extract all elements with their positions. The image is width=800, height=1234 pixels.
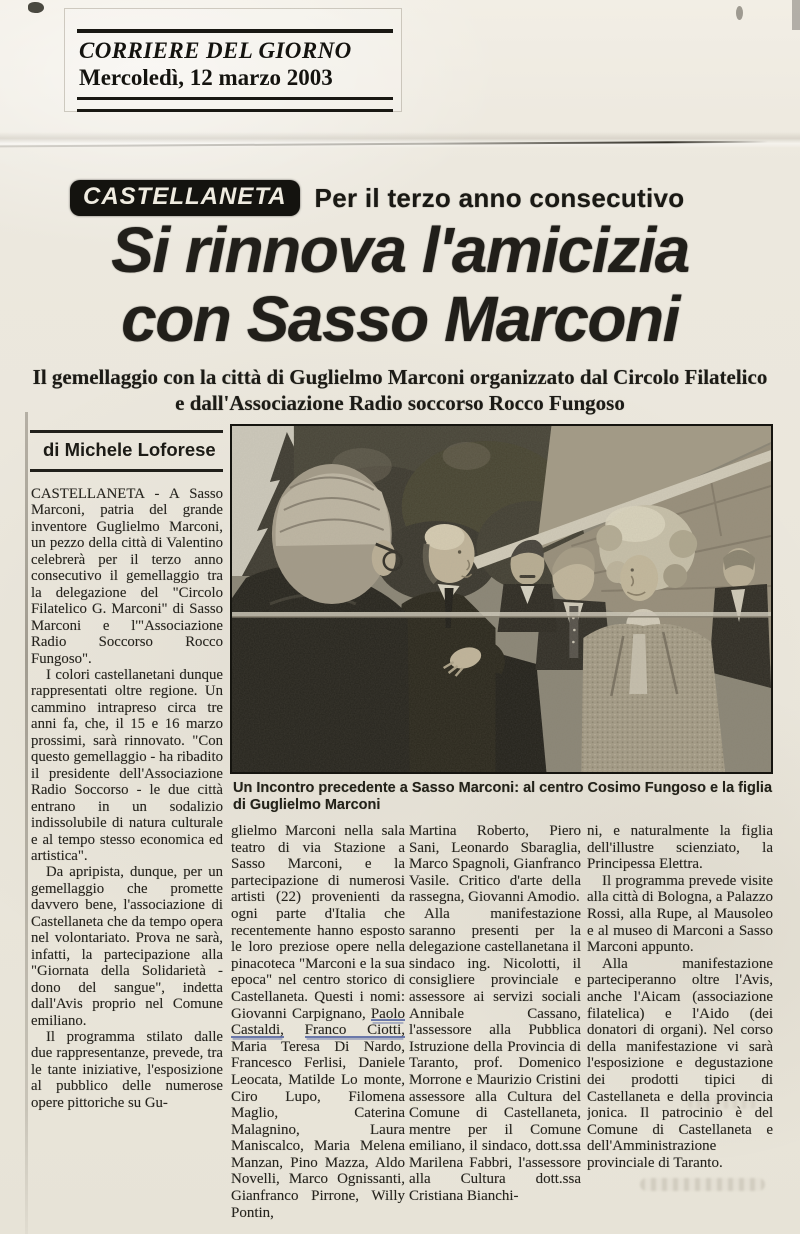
article-column-4 xyxy=(587,823,773,1234)
pen-underline-mark: Paolo Castaldi, xyxy=(231,1005,405,1039)
fold-crease xyxy=(0,132,800,148)
article-paragraph xyxy=(31,486,223,667)
clipping-edge-shadow xyxy=(25,412,28,1234)
article-paragraph xyxy=(587,823,773,873)
text-segment: Da apripista, dunque, per un gemellaggio che promette davvero bene, l'associazione di Castellaneta che da tempo opera nel volontariato. Prova ne sarà, infatti, la partecipazione alla "Giornata della Solidarietà - dono del sangue", indetta dall'Avis proprio nel Comune emiliano. xyxy=(31,864,223,1029)
text-segment: Martina Roberto, Piero Sani, Leonardo Sbaraglia, Marco Spagnoli, Gianfranco Vasile. Critico d'arte della rassegna, Giovanni Amodio. xyxy=(409,823,581,906)
text-segment: Maria Teresa Di Nardo, Francesco Ferlisi, Daniele Leocata, Matilde Lo monte, Ciro Lupo, Filomena Maglio, Caterina Malagnino, Laura Maniscalco, Maria Melena Manzan, Pino Mazza, Aldo Novelli, Marco Ognissanti, Gianfranco Pirrone, Willy Pontin, xyxy=(231,1038,405,1221)
article-paragraph xyxy=(231,823,405,1221)
text-segment: Il programma prevede visite alla città di Bologna, a Palazzo Rossi, alla Rupe, al Mausoleo e al museo di Marconi a Sasso Marconi appunto. xyxy=(587,872,773,956)
kicker-badge: CASTELLANETA xyxy=(70,180,300,216)
byline xyxy=(30,430,223,472)
article-paragraph xyxy=(409,906,581,1205)
article-column-3 xyxy=(409,823,581,1234)
text-segment: Alla manifestazione parteciperanno oltre l'Avis, anche l'Aicam (associazione filatelica) e l'Aido (dei donatori di organi). Nel corso della manifestazione vi sarà l'esposizione e degustazione dei prodotti tipici di Castellaneta e della provincia jonica. Il patrocinio è del Comune di Castellaneta e dell'Amministrazione provinciale di Taranto. xyxy=(587,955,773,1171)
ink-speck xyxy=(28,2,44,13)
text-segment: Alla manifestazione saranno presenti per la delegazione castellanetana il sindaco ing. Nicolotti, il consigliere provinciale e assessore ai servizi sociali Annibale Cassano, l'assessore alla Pubblica Istruzione della Provincia di Taranto, prof. Domenico Morrone e Maurizio Cristini assessore alla Cultura del Comune di Castellaneta, mentre per il Comune emiliano, il sindaco, dott.ssa Marilena Fabbri, l'assessore alla Cultura dott.ssa Cristiana Bianchi- xyxy=(409,905,581,1205)
ink-speck xyxy=(792,0,800,30)
pen-underline-mark: Franco Ciotti, xyxy=(304,1022,405,1039)
article-photo xyxy=(230,424,773,774)
masthead xyxy=(64,8,402,112)
text-segment: ni, e naturalmente la figlia dell'illustre scienziato, la Principessa Elettra. xyxy=(587,823,773,873)
subhead: Il gemellaggio con la città di Guglielmo Marconi organizzato dal Circolo Filatelico e dall'Associazione Radio soccorso Rocco Fungoso xyxy=(32,365,768,415)
kicker xyxy=(70,180,684,216)
article-column-1 xyxy=(31,486,223,1234)
issue-date: Mercoledì, 12 marzo 2003 xyxy=(79,64,333,90)
byline-text: di Michele Loforese xyxy=(43,439,216,460)
article-paragraph xyxy=(31,667,223,864)
article-paragraph xyxy=(587,956,773,1172)
masthead-rule xyxy=(77,97,393,112)
photo-caption: Un Incontro precedente a Sasso Marconi: al centro Cosimo Fungoso e la figlia di Guglielmo Marconi xyxy=(233,780,773,813)
text-segment: glielmo Marconi nella sala teatro di via Stazione a Sasso Marconi, e la partecipazione di numerosi artisti (22) provenienti da ogni parte d'Italia che recentemente hanno esposto le loro preziose opere nella pinacoteca "Marconi e la sua epoca" nel centro storico di Castellaneta. Questi i nomi: Giovanni Carpignano, xyxy=(231,823,405,1022)
article-paragraph xyxy=(31,1029,223,1111)
headline xyxy=(24,216,776,354)
kicker-text: Per il terzo anno consecutivo xyxy=(314,183,685,213)
fold-crease-line xyxy=(0,141,776,148)
ink-speck xyxy=(736,6,743,20)
article-paragraph xyxy=(587,873,773,956)
headline-line-2: con Sasso Marconi xyxy=(121,283,679,355)
photo-illustration xyxy=(232,426,771,772)
newspaper-title: CORRIERE DEL GIORNO xyxy=(79,38,352,63)
text-segment: I colori castellanetani dunque rappresentati oltre regione. Un cammino intrapreso circa tre anni fa, che, il 15 e 16 marzo prossimi, sarà rinnovato. "Con questo gemellaggio - ha ribadito il presidente dell'Associazione Radio Soccorso - le due città entrano in un sodalizio indissolubile di natura culturale e al tempo stesso economica ed artistica". xyxy=(31,666,223,864)
headline-line-1: Si rinnova l'amicizia xyxy=(111,214,689,286)
text-segment: CASTELLANETA - A Sasso Marconi, patria del grande inventore Guglielmo Marconi, un pezzo della città di Valentino celebrerà per il terzo anno consecutivo il gemellaggio tra la delegazione del "Circolo Filatelico G. Marconi" di Sasso Marconi e l'"Associazione Radio Soccorso Rocco Fungoso". xyxy=(31,486,223,667)
article-paragraph xyxy=(31,864,223,1029)
article-column-2 xyxy=(231,823,405,1234)
text-segment xyxy=(284,1022,305,1038)
text-segment: Il programma stilato dalle due rappresentanze, prevede, tra le tante iniziative, l'esposizione al pubblico delle numerose opere pittoriche su Gu- xyxy=(31,1028,223,1111)
masthead-rule xyxy=(77,29,393,33)
article-paragraph xyxy=(409,823,581,906)
